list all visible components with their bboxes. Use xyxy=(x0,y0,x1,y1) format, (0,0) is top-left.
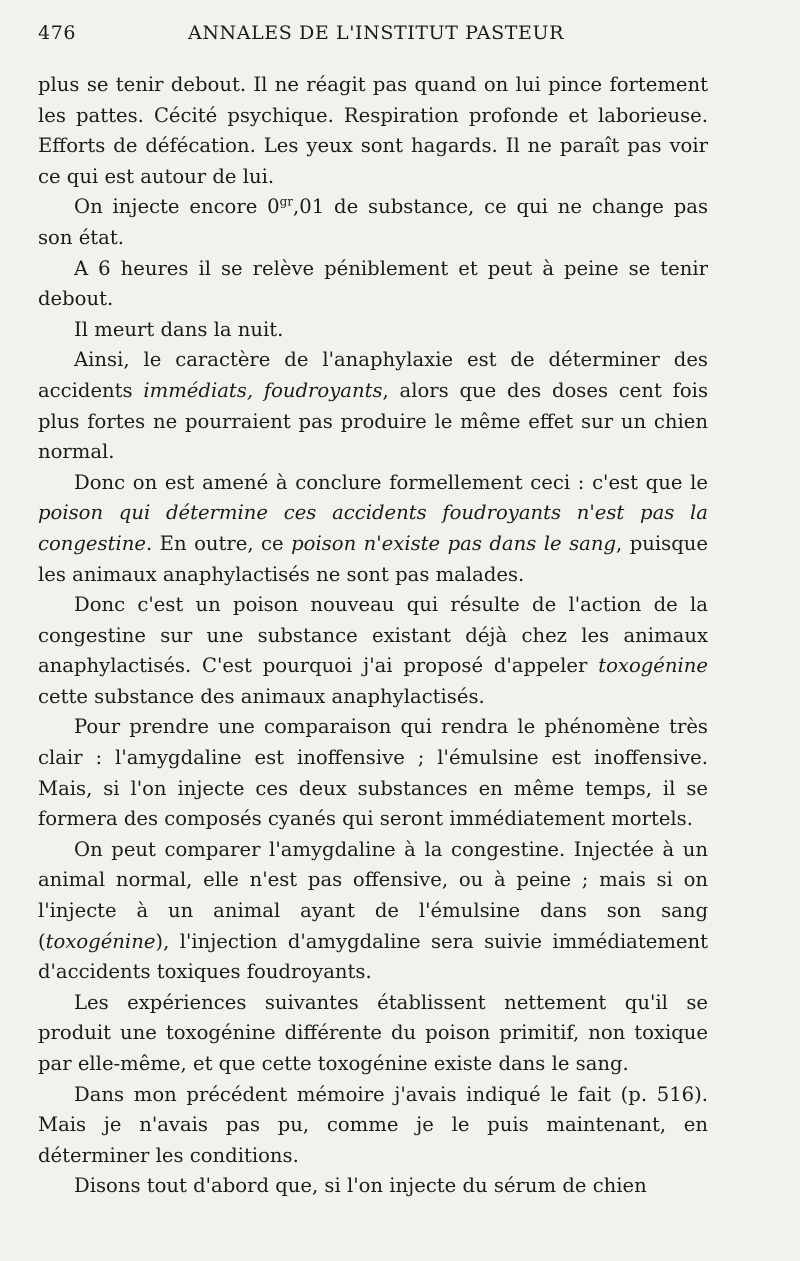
text-run: Disons tout d'abord que, si l'on injecte du sérum de chien xyxy=(74,1174,647,1198)
italic-phrase: poison qui détermine ces accidents foudroyants n'est pas la congestine xyxy=(38,501,708,555)
text-run: plus se tenir debout. Il ne réagit pas quand on lui pince fortement les pattes. Cécité psychique. Respiration profonde et laborieuse. Efforts de défécation. Les yeux sont hagards. Il ne paraît pas voir ce qui est autour de lui. xyxy=(38,73,708,188)
journal-title: ANNALES DE L'INSTITUT PASTEUR xyxy=(188,22,564,44)
text-run: A 6 heures il se relève péniblement et peut à peine se tenir debout. xyxy=(38,256,708,311)
italic-phrase: poison n'existe pas dans le sang xyxy=(291,531,617,555)
paragraph xyxy=(38,70,708,192)
text-run: , puisque les animaux anaphylactisés ne sont pas malades. xyxy=(38,531,708,586)
text-run: . En outre, ce xyxy=(145,531,292,555)
text-run: ,01 de substance, ce qui ne change pas son état. xyxy=(38,195,708,249)
italic-phrase: toxogénine xyxy=(598,654,708,678)
running-head xyxy=(38,22,708,62)
page-number: 476 xyxy=(38,22,77,44)
italic-phrase: toxogénine xyxy=(45,929,156,953)
paragraph xyxy=(38,835,708,988)
paragraph xyxy=(38,192,708,253)
text-run: Ainsi, le caractère de l'anaphylaxie est de déterminer des accidents xyxy=(38,348,708,402)
body-text xyxy=(38,70,708,1202)
text-run: Les expériences suivantes établissent nettement qu'il se produit une toxogénine différente du poison primitif, non toxique par elle-même, et que cette toxogénine existe dans le sang. xyxy=(38,990,708,1075)
text-run: On injecte encore 0 xyxy=(74,195,280,219)
text-run: Pour prendre une comparaison qui rendra le phénomène très clair : l'amygdaline est inoffensive ; l'émulsine est inoffensive. Mais, si l'on injecte ces deux substances en même temps, il se formera des composés cyanés qui seront immédiatement mortels. xyxy=(38,715,708,831)
paragraph xyxy=(38,712,708,834)
paragraph xyxy=(38,1171,708,1202)
text-run: Il meurt dans la nuit. xyxy=(74,317,284,341)
paragraph xyxy=(38,468,708,590)
text-run: cette substance des animaux anaphylactisés. xyxy=(38,684,485,708)
superscript-unit: gr xyxy=(279,194,294,209)
paragraph xyxy=(38,315,708,346)
text-run: ), l'injection d'amygdaline sera suivie immédiatement d'accidents toxiques foudroyants. xyxy=(38,929,708,984)
text-run: Donc on est amené à conclure formellement ceci : c'est que le xyxy=(74,470,708,494)
paragraph xyxy=(38,254,708,315)
text-run: Dans mon précédent mémoire j'avais indiqué le fait (p. 516). Mais je n'avais pas pu, comme je le puis maintenant, en déterminer les conditions. xyxy=(38,1082,708,1167)
italic-phrase: immédiats, foudroyants xyxy=(143,378,383,402)
paragraph xyxy=(38,590,708,712)
text-run: Donc c'est un poison nouveau qui résulte de l'action de la congestine sur une substance existant déjà chez les animaux anaphylactisés. C'est pourquoi j'ai proposé d'appeler xyxy=(38,593,708,678)
paragraph xyxy=(38,345,708,467)
paragraph xyxy=(38,1080,708,1172)
text-run: On peut comparer l'amygdaline à la congestine. Injectée à un animal normal, elle n'est pas offensive, ou à peine ; mais si on l'injecte à un animal ayant de l'émulsine dans son sang ( xyxy=(38,837,708,953)
paragraph xyxy=(38,988,708,1080)
text-run: , alors que des doses cent fois plus fortes ne pourraient pas produire le même effet sur un chien normal. xyxy=(38,378,708,464)
